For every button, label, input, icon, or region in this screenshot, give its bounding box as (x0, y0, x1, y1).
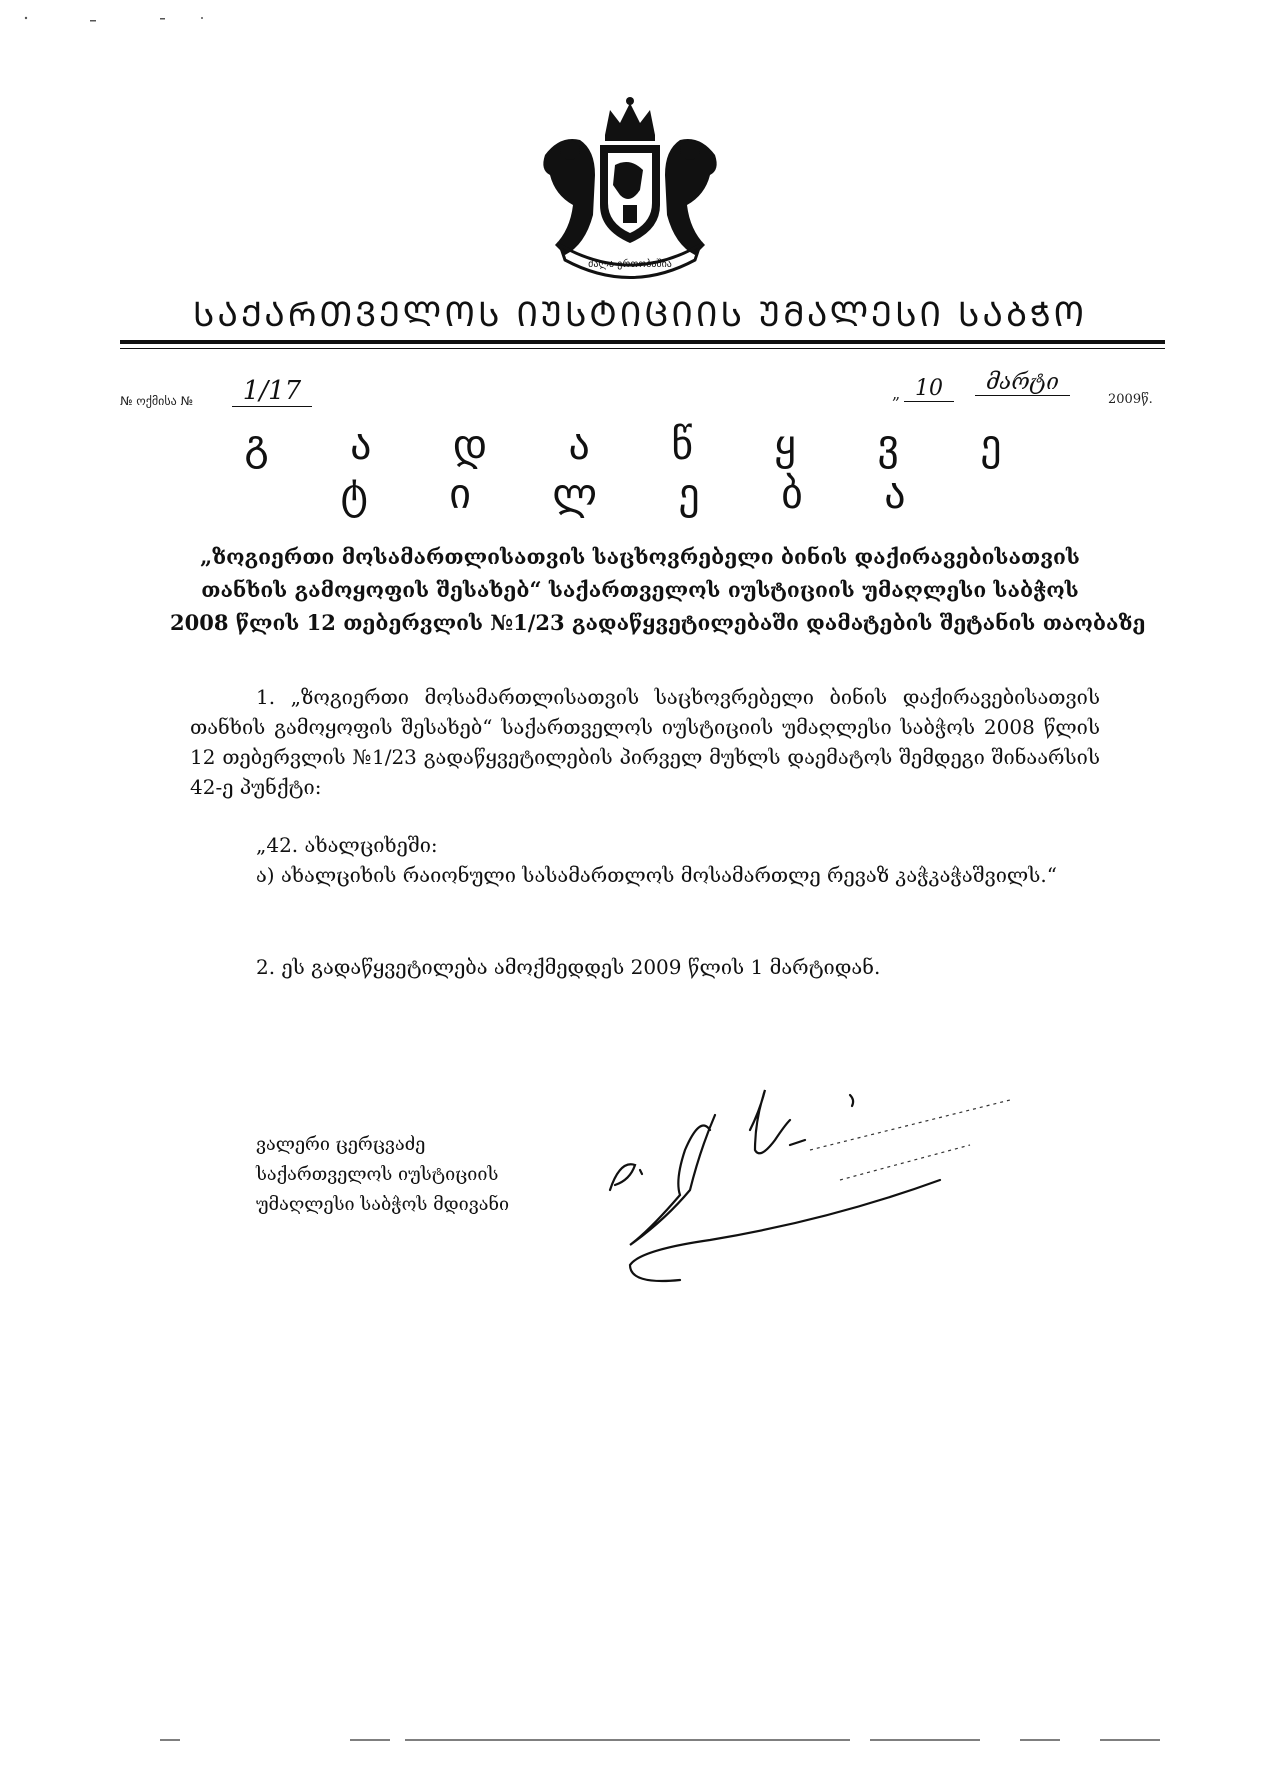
subject-line: „ზოგიერთი მოსამართლისათვის საცხოვრებელი ბინის დაქირავებისათვის (200, 544, 1080, 569)
signatory-role: უმაღლესი საბჭოს მდივანი (256, 1194, 510, 1215)
quote-line: „42. ახალციხეში: (256, 833, 438, 857)
paragraph-1-text: 1. „ზოგიერთი მოსამართლისათვის საცხოვრებელი ბინის დაქირავებისათვის თანხის გამოყოფის შესახებ“ საქართველოს იუსტიციის უმაღლესი საბჭოს 2008 წლის 12 თებერვლის №1/23 გადაწყვეტილების პირველ მუხლს დაემატოს შემდეგი შინაარსის 42-ე პუნქტი: (190, 685, 1100, 799)
paragraph-1 (190, 682, 1100, 802)
signatory-name: ვალერი ცერცვაძე (256, 1134, 426, 1155)
date-day: 10 (904, 376, 954, 402)
header-rule-thin (120, 348, 1165, 349)
document-subject (170, 540, 1146, 639)
institution-title: ᲡᲐᲥᲐᲠᲗᲕᲔᲚᲝᲡ ᲘᲣᲡᲢᲘᲪᲘᲘᲡ ᲣᲛᲐᲚᲔᲡᲘ ᲡᲐᲑᲭᲝ (192, 295, 1088, 335)
date-prefix: „ (892, 384, 901, 403)
date-month: მარტი (975, 370, 1070, 396)
motto-text: ძალა ერთობაშია (588, 259, 672, 270)
document-type-heading: გ ა დ ა წ ყ ვ ე ტ ი ლ ე ბ ა (244, 420, 1036, 518)
protocol-number-value: 1/17 (232, 376, 312, 407)
subject-line: თანხის გამოყოფის შესახებ“ საქართველოს იუსტიციის უმაღლესი საბჭოს (201, 577, 1079, 602)
handwritten-signature-icon (590, 1070, 1010, 1300)
signatory-role: საქართველოს იუსტიციის (256, 1164, 499, 1185)
subject-line: 2008 წლის 12 თებერვლის №1/23 გადაწყვეტილებაში დამატების შეტანის თაობაზე (170, 610, 1146, 635)
protocol-number-label: № ოქმისა № (120, 394, 194, 408)
date-year: 2009წ. (1108, 392, 1153, 407)
quote-line: ა) ახალციხის რაიონული სასამართლოს მოსამართლე რევაზ კაჭკაჭაშვილს.“ (256, 863, 1057, 887)
scan-artifact-lines (160, 1735, 1160, 1745)
amendment-quote (256, 830, 1106, 890)
header-rule-thick (120, 340, 1165, 344)
coat-of-arms-of-georgia-icon (525, 95, 735, 280)
scan-artifact-dots (20, 10, 220, 30)
paragraph-2: 2. ეს გადაწყვეტილება ამოქმედდეს 2009 წლის 1 მარტიდან. (256, 955, 881, 979)
signatory-block (256, 1130, 509, 1220)
